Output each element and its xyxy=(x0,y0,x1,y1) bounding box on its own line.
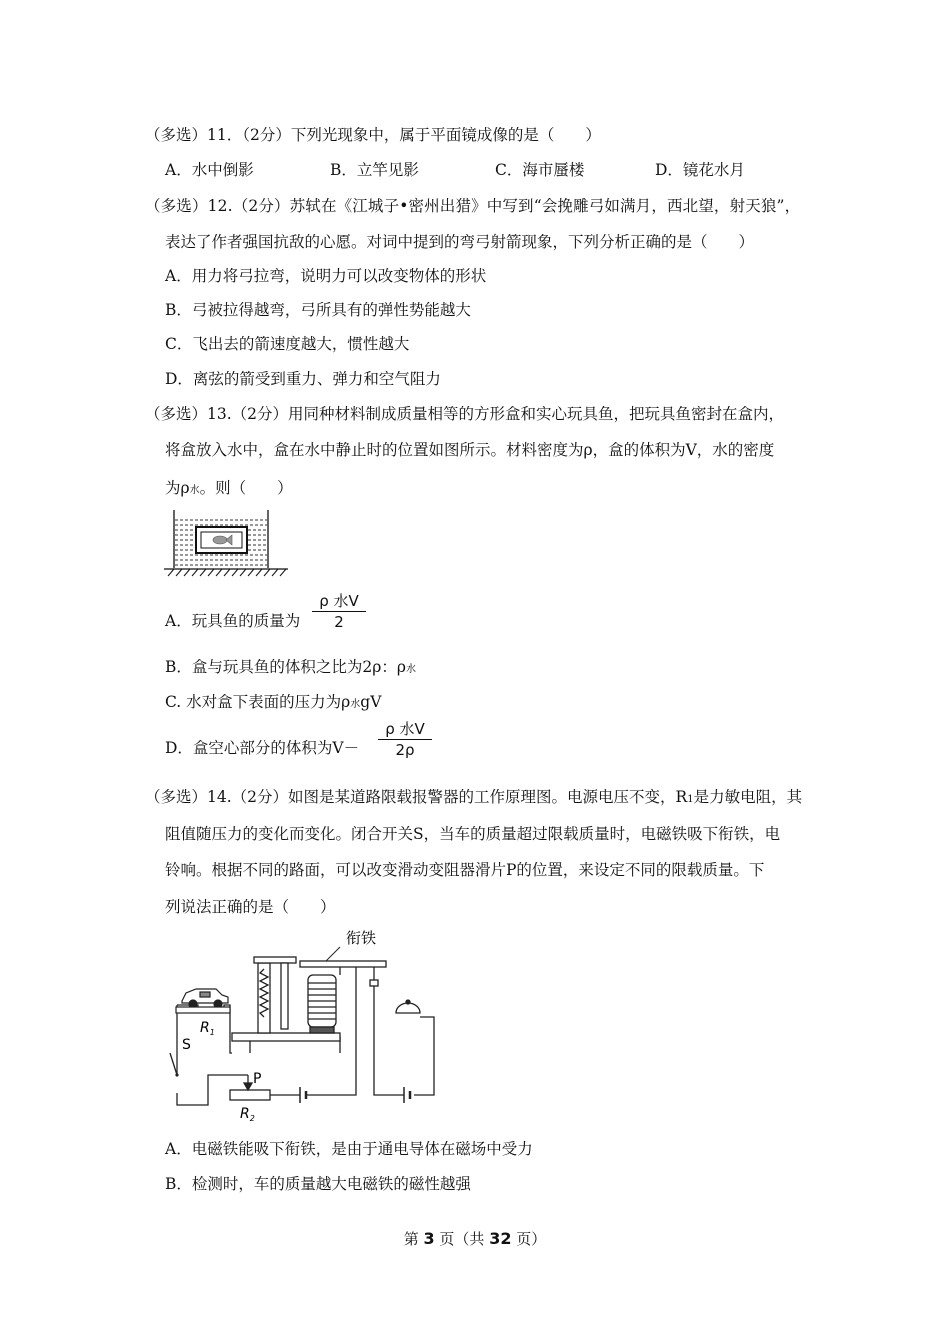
q12-stem-line1: （多选）12.（2分）苏轼在《江城子•密州出猎》中写到“会挽雕弓如满月，西北望，射天狼”， xyxy=(145,197,801,215)
switch-label: S xyxy=(182,1037,191,1053)
q14-circuit-diagram xyxy=(160,925,445,1130)
car-icon xyxy=(182,989,228,1008)
q12-option-a: A．用力将弓拉弯，说明力可以改变物体的形状 xyxy=(165,267,487,285)
armature-label: 衔铁 xyxy=(346,929,377,947)
slider-label: P xyxy=(253,1071,262,1087)
q14-stem-line4: 列说法正确的是（ ） xyxy=(165,898,336,916)
q12-option-c: C．飞出去的箭速度越大，惯性越大 xyxy=(165,335,410,353)
q13-stem-line3: 为ρ水。则（ ） xyxy=(165,479,293,497)
q13-option-a: A．玩具鱼的质量为 xyxy=(165,612,301,630)
q14-stem-line1: （多选）14.（2分）如图是某道路限载报警器的工作原理图。电源电压不变，R1是力敏电阻，其 xyxy=(145,788,803,806)
q13-stem-line1: （多选）13.（2分）用同种材料制成质量相等的方形盒和实心玩具鱼，把玩具鱼密封在盒内， xyxy=(145,405,785,423)
q14-stem-line2: 阻值随压力的变化而变化。闭合开关S，当车的质量超过限载质量时，电磁铁吸下衔铁，电 xyxy=(165,825,781,843)
r2-label: $R_2$ xyxy=(240,1106,255,1123)
q12-option-b: B．弓被拉得越弯，弓所具有的弹性势能越大 xyxy=(165,301,471,319)
q12-stem-line2: 表达了作者强国抗敌的心愿。对词中提到的弯弓射箭现象，下列分析正确的是（ ） xyxy=(165,233,755,251)
q12-option-d: D．离弦的箭受到重力、弹力和空气阻力 xyxy=(165,370,441,388)
q13-option-d: D．盒空心部分的体积为V－ xyxy=(165,739,360,757)
q11-option-d: D．镜花水月 xyxy=(655,161,745,179)
q13-option-d-fraction: ρ 水V 2ρ xyxy=(378,720,432,759)
q13-option-b: B．盒与玩具鱼的体积之比为2ρ：ρ水 xyxy=(165,658,416,676)
q11-stem: （多选）11．（2分）下列光现象中，属于平面镜成像的是（ ） xyxy=(145,126,601,144)
q14-option-a: A．电磁铁能吸下衔铁，是由于通电导体在磁场中受力 xyxy=(165,1140,533,1158)
q13-option-c: C. 水对盒下表面的压力为ρ水gV xyxy=(165,693,382,711)
q13-option-a-fraction: ρ 水V 2 xyxy=(312,592,366,631)
q13-stem-line2: 将盒放入水中，盒在水中静止时的位置如图所示。材料密度为ρ，盒的体积为V，水的密度 xyxy=(165,441,775,459)
page-footer: 第 3 页（共 32 页） xyxy=(403,1229,547,1248)
q11-option-b: B．立竿见影 xyxy=(330,161,419,179)
q14-stem-line3: 铃响。根据不同的路面，可以改变滑动变阻器滑片P的位置，来设定不同的限载质量。下 xyxy=(165,861,765,879)
r1-label: $R_1$ xyxy=(200,1020,215,1037)
q13-water-figure xyxy=(160,508,295,578)
q14-option-b: B．检测时，车的质量越大电磁铁的磁性越强 xyxy=(165,1175,471,1193)
q11-option-c: C．海市蜃楼 xyxy=(495,161,585,179)
q11-option-a: A．水中倒影 xyxy=(165,161,254,179)
